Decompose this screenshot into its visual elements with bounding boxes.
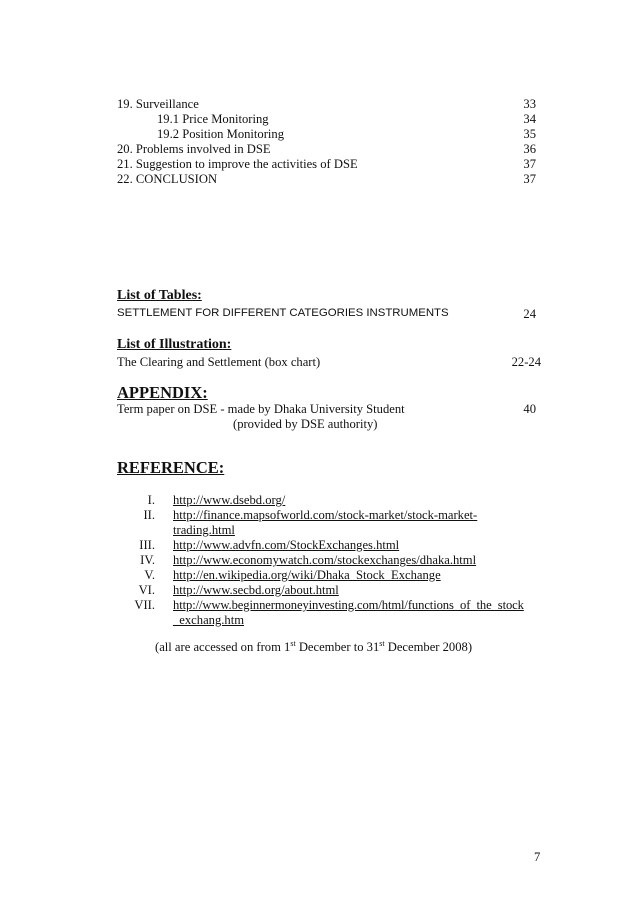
toc-page: 35 [523, 127, 536, 141]
illustration-heading: List of Illustration: [117, 337, 232, 352]
tables-item: SETTLEMENT FOR DIFFERENT CATEGORIES INSTRUMENTS [117, 307, 449, 319]
reference-link-wikipedia[interactable]: http://en.wikipedia.org/wiki/Dhaka_Stock_Exchange [173, 568, 441, 582]
reference-link-secbd[interactable]: http://www.secbd.org/about.html [173, 583, 339, 597]
toc-entry-surveillance: 19. Surveillance [117, 97, 199, 111]
appendix-note: (provided by DSE authority) [233, 417, 378, 431]
reference-number: II. [143, 508, 155, 522]
toc-page: 33 [523, 97, 536, 111]
toc-entry-conclusion: 22. CONCLUSION [117, 172, 218, 186]
access-note-after: December 2008) [384, 640, 473, 654]
toc-entry-suggestion: 21. Suggestion to improve the activities of DSE [117, 157, 358, 171]
access-note-sup1: st [290, 638, 296, 648]
reference-number: VI. [138, 583, 155, 597]
reference-number: V. [144, 568, 155, 582]
reference-number: I. [147, 493, 155, 507]
toc-page: 37 [523, 157, 536, 171]
reference-link-economywatch[interactable]: http://www.economywatch.com/stockexchanges/dhaka.html [173, 553, 477, 567]
illustration-page: 22-24 [511, 355, 541, 369]
access-note-middle: December to 31 [295, 640, 380, 654]
appendix-heading: APPENDIX: [117, 383, 208, 402]
toc-entry-price-monitoring: 19.1 Price Monitoring [157, 112, 269, 126]
tables-page: 24 [523, 307, 536, 321]
access-note-before: (all are accessed on from 1 [155, 640, 291, 654]
reference-link-dsebd[interactable]: http://www.dsebd.org/ [173, 493, 286, 507]
appendix-page: 40 [523, 402, 536, 416]
illustration-item: The Clearing and Settlement (box chart) [117, 355, 321, 369]
reference-number: III. [139, 538, 155, 552]
toc-page: 36 [523, 142, 536, 156]
reference-link-beginnermoneyinvesting-cont[interactable]: _exchang.htm [173, 613, 244, 627]
access-note-sup2: st [379, 638, 385, 648]
reference-link-advfn[interactable]: http://www.advfn.com/StockExchanges.html [173, 538, 400, 552]
toc-entry-problems: 20. Problems involved in DSE [117, 142, 271, 156]
toc-entry-position-monitoring: 19.2 Position Monitoring [157, 127, 285, 141]
reference-link-mapsofworld[interactable]: http://finance.mapsofworld.com/stock-market/stock-market- [173, 508, 478, 522]
reference-number: VII. [134, 598, 155, 612]
reference-link-mapsofworld-cont[interactable]: trading.html [173, 523, 235, 537]
toc-page: 34 [523, 112, 536, 126]
appendix-item: Term paper on DSE - made by Dhaka University Student [117, 402, 405, 416]
reference-number: IV. [140, 553, 155, 567]
reference-link-beginnermoneyinvesting[interactable]: http://www.beginnermoneyinvesting.com/html/functions_of_the_stock [173, 598, 524, 612]
page-number: 7 [534, 850, 541, 864]
access-note [155, 640, 472, 655]
toc-page: 37 [523, 172, 536, 186]
tables-heading: List of Tables: [117, 288, 202, 303]
reference-heading: REFERENCE: [117, 458, 225, 477]
